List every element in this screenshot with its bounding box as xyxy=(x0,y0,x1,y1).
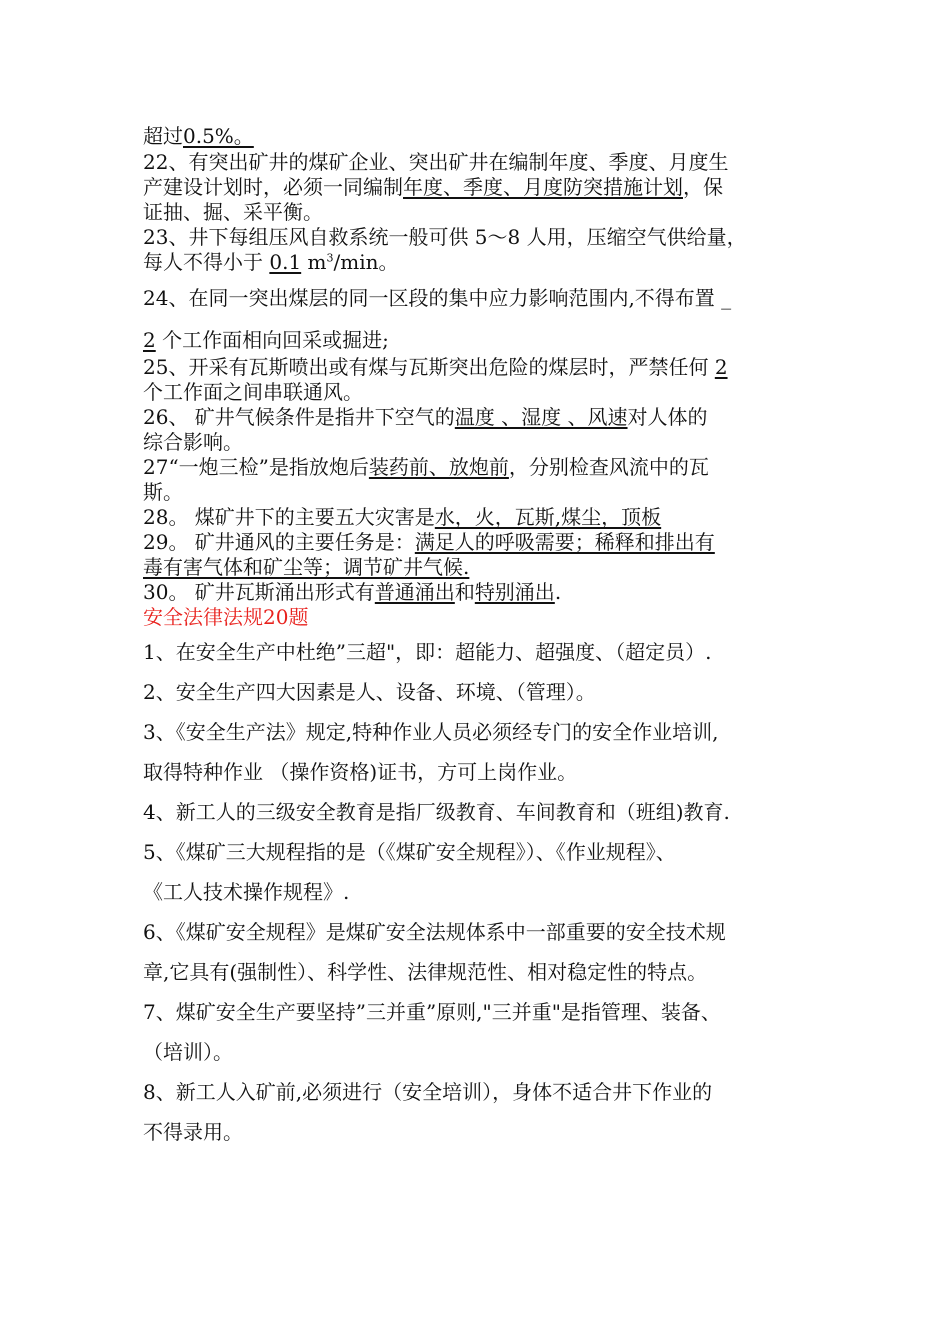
text: 每人不得小于 xyxy=(143,250,270,274)
answer: 0.5%。 xyxy=(183,124,254,148)
answer: 普通涌出 xyxy=(374,580,455,604)
law-q5-cont: 《工人技术操作规程》. xyxy=(143,880,350,904)
section-heading: 安全法律法规20题 xyxy=(143,605,309,629)
text: 30。 矿井瓦斯涌出形式有 xyxy=(143,580,375,604)
law-q8: 8、新工人入矿前,必须进行（安全培训），身体不适合井下作业的 xyxy=(143,1080,713,1104)
law-q3: 3、《安全生产法》规定,特种作业人员必须经专门的安全作业培训, xyxy=(143,720,719,744)
text: 22、有突出矿井的煤矿企业、突出矿井在编制年度、季度、月度生 xyxy=(143,150,729,174)
law-q7: 7、煤矿安全生产要坚持”三并重”原则,"三并重"是指管理、装备、 xyxy=(143,1000,721,1024)
text: 和 xyxy=(454,580,475,604)
law-q6-cont: 章,它具有(强制性）、科学性、法律规范性、相对稳定性的特点。 xyxy=(143,960,708,984)
line-q27 xyxy=(143,455,709,479)
text: ，保 xyxy=(683,175,723,199)
line-q28 xyxy=(143,505,661,529)
text: 斯。 xyxy=(143,480,183,504)
text: 24、在同一突出煤层的同一区段的集中应力影响范围内,不得布置 xyxy=(143,286,722,310)
law-q2: 2、安全生产四大因素是人、设备、环境、（管理）。 xyxy=(143,680,596,704)
line-q30 xyxy=(143,580,561,604)
line-q22-end xyxy=(143,200,323,224)
line-q26-end xyxy=(143,430,243,454)
text: 超过 xyxy=(143,124,183,148)
law-q1: 1、在安全生产中杜绝”三超"，即：超能力、超强度、（超定员）. xyxy=(143,640,712,664)
text: . xyxy=(554,580,562,604)
answer: 年度、季度、月度防突措施计划 xyxy=(403,175,683,199)
line-q25-end xyxy=(143,380,363,404)
law-q6: 6、《煤矿安全规程》是煤矿安全法规体系中一部重要的安全技术规 xyxy=(143,920,726,944)
text: 个工作面相向回采或掘进; xyxy=(155,328,389,352)
text: 综合影响。 xyxy=(143,430,243,454)
line-q29-end xyxy=(143,555,469,579)
answer: 水，火，瓦斯,煤尘，顶板 xyxy=(434,505,662,529)
text: 26、 矿井气候条件是指井下空气的 xyxy=(143,405,455,429)
text: 27“一炮三检”是指放炮后 xyxy=(143,455,369,479)
text: 对人体的 xyxy=(627,405,708,429)
answer: 2 xyxy=(714,355,728,379)
line-q23-end xyxy=(143,250,398,274)
law-q4: 4、新工人的三级安全教育是指厂级教育、车间教育和（班组)教育. xyxy=(143,800,730,824)
line-q24-end xyxy=(143,328,389,352)
superscript: 3 xyxy=(326,251,334,265)
text: 个工作面之间串联通风。 xyxy=(143,380,363,404)
blank: _ xyxy=(721,286,732,310)
answer: 2 xyxy=(143,328,156,352)
answer: 温度 、湿度 、风速 xyxy=(454,405,628,429)
text: 25、开采有瓦斯喷出或有煤与瓦斯突出危险的煤层时，严禁任何 xyxy=(143,355,715,379)
line-q29 xyxy=(143,530,715,554)
text: 29。 矿井通风的主要任务是： xyxy=(143,530,415,554)
law-q7-cont: （培训）。 xyxy=(143,1040,233,1064)
answer: 特别涌出 xyxy=(474,580,555,604)
line-q22-cont xyxy=(143,175,723,199)
line-q23 xyxy=(143,225,747,249)
line-q26 xyxy=(143,405,708,429)
text: 证抽、掘、采平衡。 xyxy=(143,200,323,224)
law-q5: 5、《煤矿三大规程指的是（《煤矿安全规程》）、《作业规程》、 xyxy=(143,840,676,864)
answer: 装药前、放炮前 xyxy=(368,455,509,479)
text: /min。 xyxy=(333,250,399,274)
text: m xyxy=(301,250,327,274)
line-q25 xyxy=(143,355,728,379)
line-q24 xyxy=(143,286,731,310)
law-q8-cont: 不得录用。 xyxy=(143,1120,243,1144)
text: 23、井下每组压风自救系统一般可供 5～8 人用，压缩空气供给量， xyxy=(143,225,747,249)
text: 产建设计划时，必须一同编制 xyxy=(143,175,403,199)
answer: 毒有害气体和矿尘等；调节矿井气候. xyxy=(143,555,470,579)
answer: 0.1 xyxy=(269,250,302,274)
answer: 满足人的呼吸需要；稀释和排出有 xyxy=(414,530,715,554)
line-q21-end xyxy=(143,124,254,148)
text: 28。 煤矿井下的主要五大灾害是 xyxy=(143,505,435,529)
line-q22 xyxy=(143,150,728,174)
text: ，分别检查风流中的瓦 xyxy=(508,455,709,479)
law-q3-cont: 取得特种作业 （操作资格)证书，方可上岗作业。 xyxy=(143,760,578,784)
line-q27-end xyxy=(143,480,183,504)
